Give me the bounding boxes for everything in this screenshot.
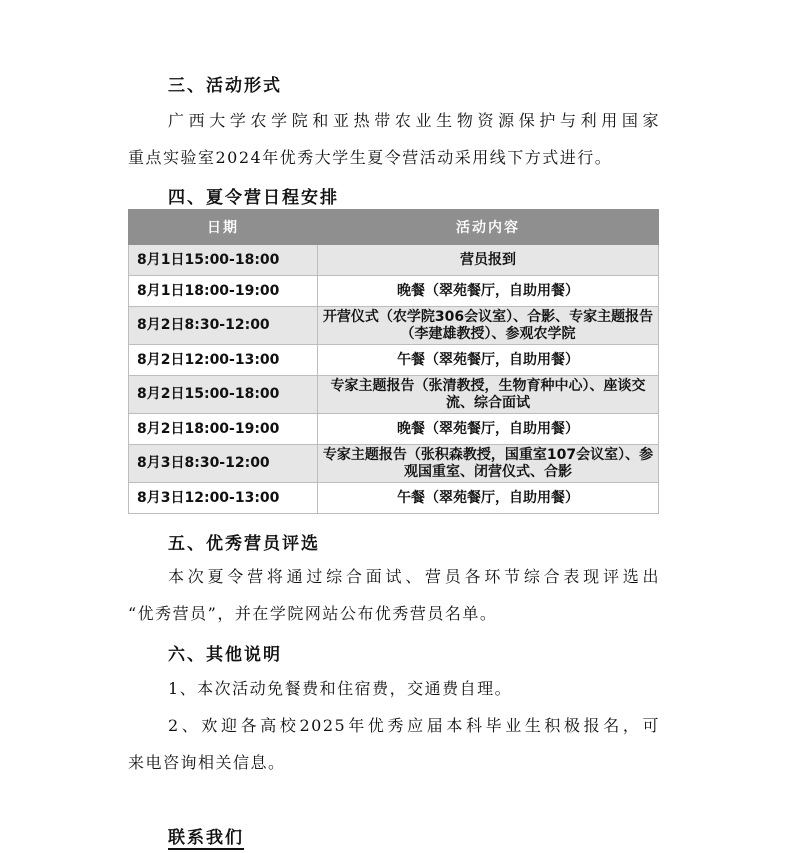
row-date: 8月2日15:00-18:00 [129,376,318,414]
row-date: 8月1日18:00-19:00 [129,276,318,307]
section3-line-2: 重点实验室2024年优秀大学生夏令营活动采用线下方式进行。 [128,148,613,167]
section6-item-2-line-2: 来电咨询相关信息。 [128,753,286,772]
contact-heading [168,823,244,848]
row-date: 8月2日8:30-12:00 [129,307,318,345]
section5-body [128,558,660,632]
section4-heading: 四、夏令营日程安排 [168,188,339,208]
section5-heading: 五、优秀营员评选 [168,534,320,554]
section6-item-2-line-1: 2、欢迎各高校2025年优秀应届本科毕业生积极报名，可 [168,716,660,735]
row-activity: 午餐（翠苑餐厅，自助用餐） [318,483,659,514]
schedule-table [128,209,659,514]
row-activity: 营员报到 [318,245,659,276]
row-activity: 专家主题报告（张清教授，生物育种中心）、座谈交流、综合面试 [318,376,659,414]
row-date: 8月3日8:30-12:00 [129,445,318,483]
row-activity: 晚餐（翠苑餐厅，自助用餐） [318,414,659,445]
table-row [129,483,659,514]
header-activity: 活动内容 [318,210,659,245]
section6-heading: 六、其他说明 [168,645,282,665]
row-date: 8月2日18:00-19:00 [129,414,318,445]
table-row [129,345,659,376]
section5-line-2: “优秀营员”，并在学院网站公布优秀营员名单。 [128,604,498,623]
row-date: 8月3日12:00-13:00 [129,483,318,514]
row-activity: 晚餐（翠苑餐厅，自助用餐） [318,276,659,307]
table-row [129,276,659,307]
table-row [129,445,659,483]
row-activity: 午餐（翠苑餐厅，自助用餐） [318,345,659,376]
contact-heading-text: 联系我们 [168,828,244,848]
schedule-header-row [129,210,659,245]
row-date: 8月1日15:00-18:00 [129,245,318,276]
section3-line-1: 广西大学农学院和亚热带农业生物资源保护与利用国家 [168,111,660,130]
section3-body [128,102,660,176]
section5-line-1: 本次夏令营将通过综合面试、营员各环节综合表现评选出 [168,567,660,586]
table-row [129,414,659,445]
row-activity: 开营仪式（农学院306会议室）、合影、专家主题报告（李建雄教授）、参观农学院 [318,307,659,345]
section6-body [128,670,660,781]
table-row [129,376,659,414]
row-activity: 专家主题报告（张积森教授，国重室107会议室）、参观国重室、闭营仪式、合影 [318,445,659,483]
table-row [129,307,659,345]
row-date: 8月2日12:00-13:00 [129,345,318,376]
header-date: 日期 [129,210,318,245]
section3-heading: 三、活动形式 [168,76,282,96]
section6-item-1: 1、本次活动免餐费和住宿费，交通费自理。 [168,679,513,698]
table-row [129,245,659,276]
